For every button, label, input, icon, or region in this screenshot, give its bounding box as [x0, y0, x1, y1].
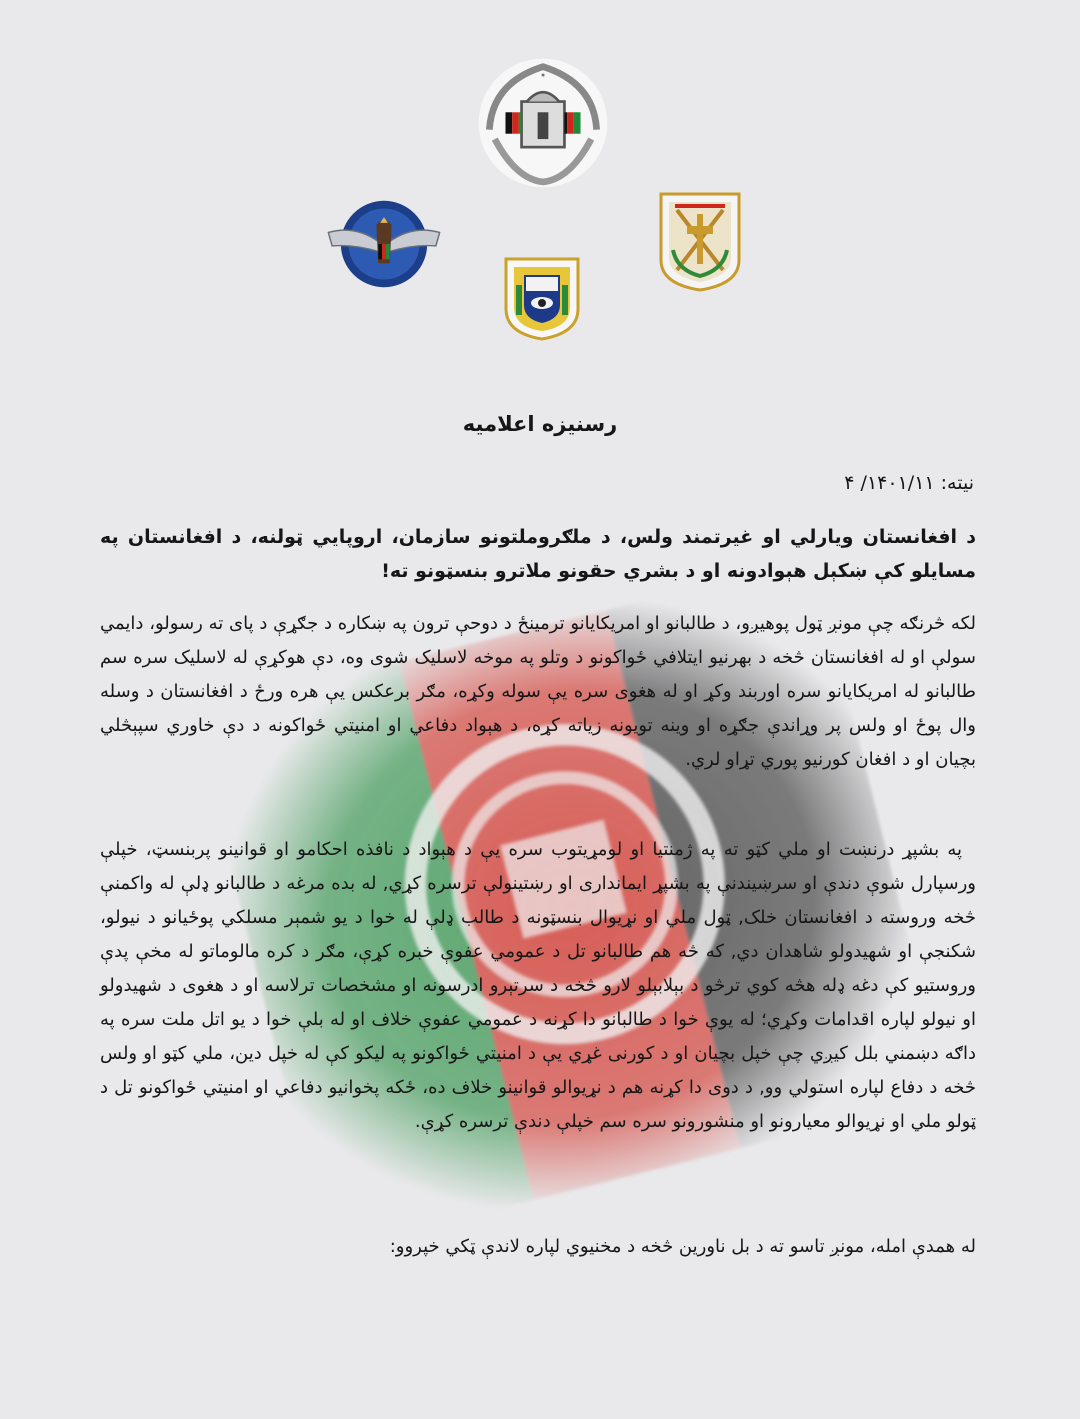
- national-emblem-icon: [476, 56, 610, 190]
- document-date: نیته: ۱۴۰۱/۱۱/ ۴: [844, 472, 974, 494]
- document-title: رسنیزه اعلامیه: [462, 412, 618, 436]
- svg-text:✶: ✶: [540, 71, 546, 80]
- closing-line: له همدې امله، مونږ تاسو ته د بل ناورین څخه د مخنیوي لپاره لاندې ټکي خپروو:: [389, 1236, 976, 1257]
- crossed-swords-icon: [657, 190, 743, 294]
- body-paragraph-1: لکه څرنګه چې مونږ ټول پوهیږو، د طالبانو او امریکایانو ترمینځ د دوحې ترون په ښکاره د جګړې د پای ته رسولو، دایمي سولې او له افغانستان څخه د بهرنیو ایتلافي ځواکونو د وتلو په موخه لاسلیک شوی وه، دې هوکړې له لاسلیک سره سم طالبانو له امریکایانو سره اوربند وکړ او له هغوی سره یې سوله وکړه، مګر برعکس یې هره ورځ د افغانستان د وسله وال پوځ او ولس پر وړاندې جګړه او وینه تویونه زیاته کړه، د هېواد دفاعي او امنیتي ځواکونه د دې خاوري سپېڅلي بچیان او د افغان کورنیو پوري تړاو لري.: [100, 613, 976, 770]
- police-eye-shield-icon: [500, 253, 584, 343]
- body-paragraph-2: په بشپړ درنښت او ملي کټو ته په ژمنتیا او لومړیتوب سره یې د هېواد د نافذه احکامو او قوانینو پربنسټ، خپلې ورسپارل شوې دندې او سرښیندنې په بشپړ ایمانداری او رښتینولې ترسره کړي, له بده مرغه د طالبانو ډلې له واکمنې څخه وروسته د افغانستان خلک, ټول ملي او نړیوال بنسټونه د طالب ډلې له خوا د یو شمېر مسلکي پوځیانو د نیولو، شکنجې او شهیدولو شاهدان دي, که څه هم طالبانو تل د عمومي عفوې خبره کړې، مګر د کره مالوماتو له مخې پدې وروستیو کې دغه ډله هڅه کوي ترڅو د بېلابېلو لارو څخه د سرتېرو ادرسونه او مشخصات ترلاسه او د هغوی د شهیدولو او نیولو لپاره اقدامات وکړي؛ له یوې خوا د طالبانو دا کړنه د عمومي عفوې خلاف او له بلې خوا د یو اتل ملت سره په داګه دښمني بلل کیږي چې خپل بچیان او د کورنی غړي یې د امنیتي ځواکونو په لیکو کې له خپل دین، ملي کټو او ولس څخه د دفاع لپاره استولي وو, د دوی دا کړنه هم د نړیوالو قوانینو خلاف ده، ځکه پخوانیو دفاعي او امنیتي ځواکونو تل د ټولو ملي او نړیوالو معیارونو او منشورونو سره سم خپلې دندې ترسره کړې.: [100, 839, 976, 1132]
- eagle-wings-icon: [326, 196, 442, 292]
- addressee-line: د افغانستان ویارلي او غیرتمند ولس، د ملګروملتونو سازمان، اروپايي ټولنه، د افغانستان په مسایلو کې ښکېل هېوادونه او د بشري حقونو ملاترو بنسټونو ته!: [100, 526, 976, 582]
